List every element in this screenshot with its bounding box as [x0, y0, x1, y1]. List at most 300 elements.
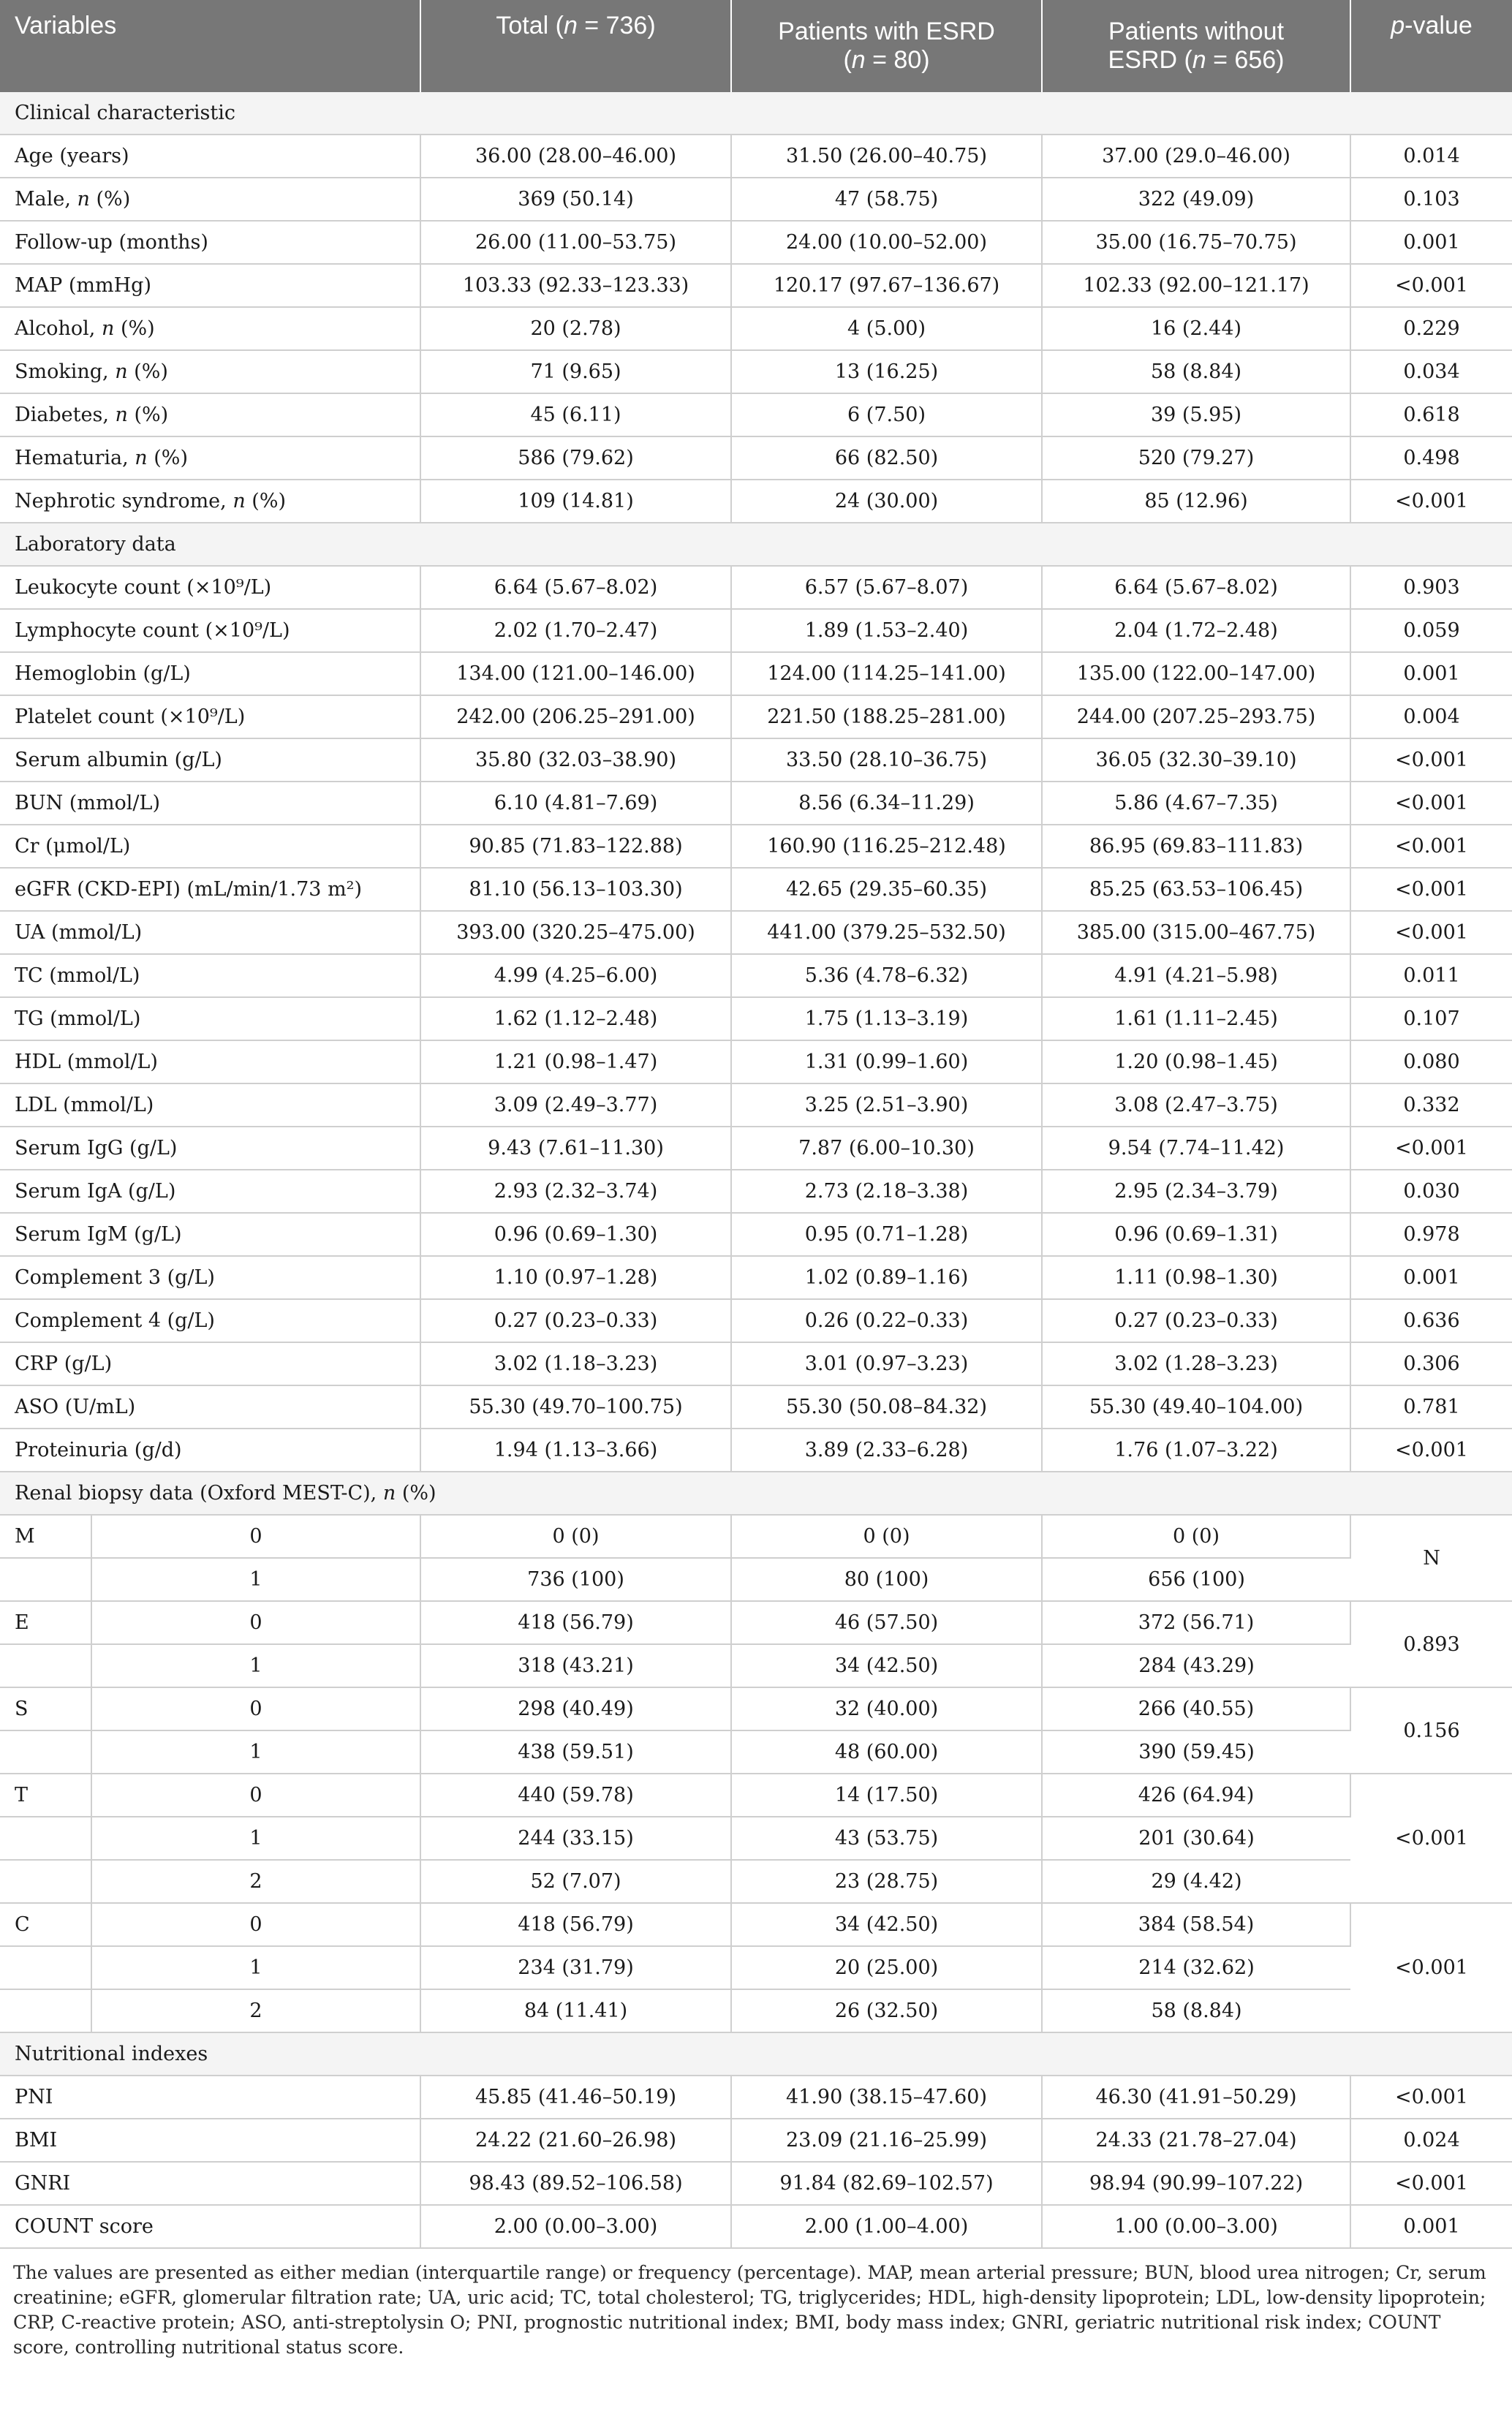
- esrd-cell: 0.26 (0.22–0.33): [731, 1299, 1042, 1342]
- esrd-cell: 55.30 (50.08–84.32): [731, 1385, 1042, 1429]
- esrd-cell: 20 (25.00): [731, 1946, 1042, 1989]
- non-esrd-cell: 0.27 (0.23–0.33): [1042, 1299, 1350, 1342]
- total-cell: 20 (2.78): [420, 307, 731, 350]
- non-esrd-cell: 385.00 (315.00–467.75): [1042, 911, 1350, 954]
- esrd-cell: 23 (28.75): [731, 1860, 1042, 1903]
- table-footnote: The values are presented as either median (interquartile range) or frequency (percentage). MAP, mean arterial pressure; BUN, blood urea nitrogen; Cr, serum creatinine; eGFR, glomerular filtration rate; UA, uric acid; TC, total cholesterol; TG, triglycerides; HDL, high-density lipoprotein; LDL, low-density lipoprotein; CRP, C-reactive protein; ASO, anti-streptolysin O; PNI, prognostic nutritional index; BMI, body mass index; GNRI, geriatric nutritional risk index; COUNT score, controlling nutritional status score.: [13, 2262, 1486, 2358]
- header-variables-text: Variables: [15, 12, 117, 39]
- esrd-cell: 3.25 (2.51–3.90): [731, 1083, 1042, 1127]
- mest-row: [0, 1687, 1512, 1730]
- total-cell: 438 (59.51): [420, 1730, 731, 1774]
- row-label: [0, 436, 420, 480]
- header-total-n: n: [563, 12, 578, 39]
- non-esrd-cell: 284 (43.29): [1042, 1644, 1350, 1687]
- total-cell: 35.80 (32.03–38.90): [420, 738, 731, 782]
- total-cell: 36.00 (28.00–46.00): [420, 135, 731, 178]
- non-esrd-cell: 656 (100): [1042, 1558, 1350, 1601]
- esrd-cell: 2.00 (1.00–4.00): [731, 2205, 1042, 2248]
- total-cell: 90.85 (71.83–122.88): [420, 825, 731, 868]
- table-row: [0, 1429, 1512, 1472]
- row-label: [0, 2205, 420, 2248]
- table-row: [0, 911, 1512, 954]
- row-label: [0, 825, 420, 868]
- section-nutritional: [0, 2032, 1512, 2076]
- header-total-prefix: Total (: [496, 12, 564, 39]
- total-cell: 55.30 (49.70–100.75): [420, 1385, 731, 1429]
- row-label-text: CRP (g/L): [15, 1353, 113, 1375]
- row-label-text: UA (mmol/L): [15, 921, 143, 944]
- esrd-cell: 24.00 (10.00–52.00): [731, 221, 1042, 264]
- p-value-cell: 0.024: [1350, 2119, 1512, 2162]
- mest-row: [0, 1946, 1512, 1989]
- table-row: [0, 868, 1512, 911]
- total-cell: 318 (43.21): [420, 1644, 731, 1687]
- p-value-cell: <0.001: [1350, 1774, 1512, 1903]
- row-label-suffix: (%): [114, 317, 155, 340]
- p-value-cell: <0.001: [1350, 1127, 1512, 1170]
- header-esrd-suffix: = 80): [865, 46, 930, 74]
- row-label-text: Age (years): [15, 145, 129, 167]
- row-label: [0, 1127, 420, 1170]
- row-label-suffix: (%): [245, 490, 287, 512]
- header-variables: [0, 0, 420, 92]
- non-esrd-cell: 201 (30.64): [1042, 1817, 1350, 1860]
- p-value-cell: N: [1350, 1515, 1512, 1601]
- row-label-text: Smoking,: [15, 360, 116, 383]
- mest-level: 0: [91, 1687, 420, 1730]
- esrd-cell: 4 (5.00): [731, 307, 1042, 350]
- mest-level: 1: [91, 1817, 420, 1860]
- table-row: [0, 264, 1512, 307]
- table-row: [0, 178, 1512, 221]
- p-value-cell: 0.332: [1350, 1083, 1512, 1127]
- header-esrd: [731, 0, 1042, 92]
- mest-group-name: [0, 1860, 91, 1903]
- mest-row: [0, 1644, 1512, 1687]
- non-esrd-cell: 9.54 (7.74–11.42): [1042, 1127, 1350, 1170]
- non-esrd-cell: 55.30 (49.40–104.00): [1042, 1385, 1350, 1429]
- table-header: [0, 0, 1512, 92]
- row-label-n: n: [115, 360, 128, 383]
- esrd-cell: 43 (53.75): [731, 1817, 1042, 1860]
- total-cell: 586 (79.62): [420, 436, 731, 480]
- esrd-cell: 1.02 (0.89–1.16): [731, 1256, 1042, 1299]
- p-value-cell: 0.229: [1350, 307, 1512, 350]
- header-esrd-n: n: [851, 46, 866, 74]
- table-row: [0, 2076, 1512, 2119]
- row-label-text: ASO (U/mL): [15, 1396, 136, 1418]
- esrd-cell: 66 (82.50): [731, 436, 1042, 480]
- mest-row: [0, 1989, 1512, 2032]
- p-value-cell: 0.781: [1350, 1385, 1512, 1429]
- mest-level: 2: [91, 1989, 420, 2032]
- esrd-cell: 34 (42.50): [731, 1903, 1042, 1946]
- esrd-cell: 1.31 (0.99–1.60): [731, 1040, 1042, 1083]
- table-row: [0, 135, 1512, 178]
- non-esrd-cell: 102.33 (92.00–121.17): [1042, 264, 1350, 307]
- non-esrd-cell: 3.08 (2.47–3.75): [1042, 1083, 1350, 1127]
- total-cell: 2.93 (2.32–3.74): [420, 1170, 731, 1213]
- non-esrd-cell: 5.86 (4.67–7.35): [1042, 782, 1350, 825]
- non-esrd-cell: 36.05 (32.30–39.10): [1042, 738, 1350, 782]
- mest-group-name: M: [0, 1515, 91, 1558]
- esrd-cell: 1.89 (1.53–2.40): [731, 609, 1042, 652]
- section-renal-biopsy: [0, 1472, 1512, 1515]
- mest-level: 2: [91, 1860, 420, 1903]
- table-row: [0, 782, 1512, 825]
- section-row: [0, 92, 1512, 135]
- p-value-cell: <0.001: [1350, 480, 1512, 523]
- row-label-text: Lymphocyte count (×10⁹/L): [15, 619, 290, 642]
- row-label: [0, 1256, 420, 1299]
- row-label: [0, 2162, 420, 2205]
- section-laboratory: [0, 523, 1512, 566]
- section-clinical: [0, 92, 1512, 135]
- mest-row: [0, 1558, 1512, 1601]
- row-label-text: PNI: [15, 2086, 53, 2108]
- non-esrd-cell: 426 (64.94): [1042, 1774, 1350, 1817]
- mest-row: [0, 1903, 1512, 1946]
- non-esrd-cell: 1.11 (0.98–1.30): [1042, 1256, 1350, 1299]
- non-esrd-cell: 58 (8.84): [1042, 1989, 1350, 2032]
- row-label: [0, 782, 420, 825]
- p-value-cell: 0.001: [1350, 2205, 1512, 2248]
- section-row: [0, 2032, 1512, 2076]
- non-esrd-cell: 0 (0): [1042, 1515, 1350, 1558]
- table-row: [0, 1299, 1512, 1342]
- mest-group-name: [0, 1730, 91, 1774]
- non-esrd-cell: 1.00 (0.00–3.00): [1042, 2205, 1350, 2248]
- mest-level: 0: [91, 1774, 420, 1817]
- table-row: [0, 480, 1512, 523]
- esrd-cell: 5.36 (4.78–6.32): [731, 954, 1042, 997]
- table-row: [0, 954, 1512, 997]
- mest-group-name: [0, 1989, 91, 2032]
- mest-row: [0, 1860, 1512, 1903]
- non-esrd-cell: 2.04 (1.72–2.48): [1042, 609, 1350, 652]
- table-row: [0, 1213, 1512, 1256]
- row-label: [0, 1429, 420, 1472]
- table-row: [0, 695, 1512, 738]
- p-value-cell: <0.001: [1350, 1429, 1512, 1472]
- esrd-cell: 6 (7.50): [731, 393, 1042, 436]
- mest-level: 0: [91, 1903, 420, 1946]
- total-cell: 9.43 (7.61–11.30): [420, 1127, 731, 1170]
- header-non-esrd: [1042, 0, 1350, 92]
- total-cell: 369 (50.14): [420, 178, 731, 221]
- mest-group-name: [0, 1558, 91, 1601]
- esrd-cell: 0 (0): [731, 1515, 1042, 1558]
- section-row: [0, 1472, 1512, 1515]
- esrd-cell: 91.84 (82.69–102.57): [731, 2162, 1042, 2205]
- table-row: [0, 1385, 1512, 1429]
- header-p-suffix: -value: [1405, 12, 1473, 39]
- mest-row: [0, 1774, 1512, 1817]
- total-cell: 6.64 (5.67–8.02): [420, 566, 731, 609]
- mest-group-name: C: [0, 1903, 91, 1946]
- header-esrd-prefix: (: [843, 46, 852, 74]
- mest-level: 1: [91, 1730, 420, 1774]
- row-label: [0, 868, 420, 911]
- total-cell: 52 (7.07): [420, 1860, 731, 1903]
- row-label-text: Follow-up (months): [15, 231, 208, 254]
- row-label: [0, 1083, 420, 1127]
- p-value-cell: <0.001: [1350, 911, 1512, 954]
- table-row: [0, 436, 1512, 480]
- total-cell: 242.00 (206.25–291.00): [420, 695, 731, 738]
- header-non-n: n: [1192, 46, 1206, 74]
- table-row: [0, 1342, 1512, 1385]
- row-label-text: Leukocyte count (×10⁹/L): [15, 576, 272, 599]
- row-label: [0, 2119, 420, 2162]
- mest-level: 0: [91, 1515, 420, 1558]
- table-row: [0, 1083, 1512, 1127]
- total-cell: 1.10 (0.97–1.28): [420, 1256, 731, 1299]
- row-label: [0, 307, 420, 350]
- p-value-cell: <0.001: [1350, 1903, 1512, 2032]
- row-label-text: COUNT score: [15, 2215, 154, 2238]
- non-esrd-cell: 37.00 (29.0–46.00): [1042, 135, 1350, 178]
- row-label-text: MAP (mmHg): [15, 274, 151, 297]
- row-label: [0, 1299, 420, 1342]
- row-label-text: Cr (μmol/L): [15, 835, 131, 858]
- non-esrd-cell: 520 (79.27): [1042, 436, 1350, 480]
- esrd-cell: 13 (16.25): [731, 350, 1042, 393]
- header-non-prefix: ESRD (: [1108, 46, 1192, 74]
- row-label-text: TC (mmol/L): [15, 964, 140, 987]
- row-label: [0, 695, 420, 738]
- esrd-cell: 31.50 (26.00–40.75): [731, 135, 1042, 178]
- p-value-cell: 0.001: [1350, 221, 1512, 264]
- p-value-cell: <0.001: [1350, 825, 1512, 868]
- non-esrd-cell: 85 (12.96): [1042, 480, 1350, 523]
- mest-level: 1: [91, 1558, 420, 1601]
- total-cell: 24.22 (21.60–26.98): [420, 2119, 731, 2162]
- p-value-cell: <0.001: [1350, 264, 1512, 307]
- mest-level: 0: [91, 1601, 420, 1644]
- row-label-text: HDL (mmol/L): [15, 1051, 158, 1073]
- table-row: [0, 609, 1512, 652]
- section-renal-biopsy-part: n: [382, 1482, 396, 1505]
- esrd-cell: 23.09 (21.16–25.99): [731, 2119, 1042, 2162]
- table-row: [0, 997, 1512, 1040]
- p-value-cell: 0.636: [1350, 1299, 1512, 1342]
- section-clinical-part: Clinical characteristic: [15, 102, 235, 124]
- total-cell: 3.09 (2.49–3.77): [420, 1083, 731, 1127]
- row-label: [0, 652, 420, 695]
- total-cell: 440 (59.78): [420, 1774, 731, 1817]
- total-cell: 81.10 (56.13–103.30): [420, 868, 731, 911]
- row-label: [0, 2076, 420, 2119]
- mest-row: [0, 1817, 1512, 1860]
- esrd-cell: 34 (42.50): [731, 1644, 1042, 1687]
- table-row: [0, 1040, 1512, 1083]
- p-value-cell: <0.001: [1350, 2076, 1512, 2119]
- row-label-text: Serum albumin (g/L): [15, 749, 222, 771]
- p-value-cell: 0.618: [1350, 393, 1512, 436]
- row-label-text: Male,: [15, 188, 78, 211]
- total-cell: 418 (56.79): [420, 1903, 731, 1946]
- header-row: [0, 0, 1512, 92]
- table-row: [0, 1127, 1512, 1170]
- p-value-cell: 0.107: [1350, 997, 1512, 1040]
- esrd-cell: 221.50 (188.25–281.00): [731, 695, 1042, 738]
- total-cell: 71 (9.65): [420, 350, 731, 393]
- p-value-cell: 0.498: [1350, 436, 1512, 480]
- esrd-cell: 0.95 (0.71–1.28): [731, 1213, 1042, 1256]
- p-value-cell: 0.001: [1350, 652, 1512, 695]
- table-row: [0, 2162, 1512, 2205]
- non-esrd-cell: 85.25 (63.53–106.45): [1042, 868, 1350, 911]
- row-label-text: Complement 4 (g/L): [15, 1309, 215, 1332]
- row-label: [0, 480, 420, 523]
- row-label: [0, 911, 420, 954]
- total-cell: 0 (0): [420, 1515, 731, 1558]
- row-label-text: Diabetes,: [15, 404, 116, 426]
- header-p-italic: p: [1391, 12, 1405, 39]
- row-label: [0, 135, 420, 178]
- p-value-cell: <0.001: [1350, 2162, 1512, 2205]
- esrd-cell: 32 (40.00): [731, 1687, 1042, 1730]
- esrd-cell: 14 (17.50): [731, 1774, 1042, 1817]
- total-cell: 98.43 (89.52–106.58): [420, 2162, 731, 2205]
- table-row: [0, 307, 1512, 350]
- row-label: [0, 264, 420, 307]
- p-value-cell: 0.004: [1350, 695, 1512, 738]
- total-cell: 298 (40.49): [420, 1687, 731, 1730]
- p-value-cell: <0.001: [1350, 782, 1512, 825]
- section-row: [0, 523, 1512, 566]
- p-value-cell: 0.978: [1350, 1213, 1512, 1256]
- p-value-cell: 0.001: [1350, 1256, 1512, 1299]
- row-label-text: GNRI: [15, 2172, 71, 2195]
- row-label-suffix: (%): [127, 404, 169, 426]
- esrd-cell: 3.89 (2.33–6.28): [731, 1429, 1042, 1472]
- non-esrd-cell: 58 (8.84): [1042, 350, 1350, 393]
- esrd-cell: 24 (30.00): [731, 480, 1042, 523]
- non-esrd-cell: 6.64 (5.67–8.02): [1042, 566, 1350, 609]
- mest-group-name: T: [0, 1774, 91, 1817]
- p-value-cell: 0.893: [1350, 1601, 1512, 1687]
- row-label: [0, 350, 420, 393]
- total-cell: 26.00 (11.00–53.75): [420, 221, 731, 264]
- p-value-cell: <0.001: [1350, 868, 1512, 911]
- total-cell: 1.62 (1.12–2.48): [420, 997, 731, 1040]
- row-label-text: Serum IgA (g/L): [15, 1180, 176, 1203]
- non-esrd-cell: 35.00 (16.75–70.75): [1042, 221, 1350, 264]
- non-esrd-cell: 98.94 (90.99–107.22): [1042, 2162, 1350, 2205]
- header-esrd-line1: Patients with ESRD: [778, 18, 995, 45]
- esrd-cell: 160.90 (116.25–212.48): [731, 825, 1042, 868]
- row-label-text: Serum IgM (g/L): [15, 1223, 182, 1246]
- non-esrd-cell: 266 (40.55): [1042, 1687, 1350, 1730]
- row-label-text: Alcohol,: [15, 317, 102, 340]
- row-label: [0, 393, 420, 436]
- esrd-cell: 42.65 (29.35–60.35): [731, 868, 1042, 911]
- non-esrd-cell: 0.96 (0.69–1.31): [1042, 1213, 1350, 1256]
- esrd-cell: 80 (100): [731, 1558, 1042, 1601]
- non-esrd-cell: 322 (49.09): [1042, 178, 1350, 221]
- mest-level: 1: [91, 1644, 420, 1687]
- row-label: [0, 738, 420, 782]
- p-value-cell: 0.080: [1350, 1040, 1512, 1083]
- header-p-value: [1350, 0, 1512, 92]
- total-cell: 736 (100): [420, 1558, 731, 1601]
- row-label-n: n: [233, 490, 246, 512]
- esrd-cell: 124.00 (114.25–141.00): [731, 652, 1042, 695]
- table-row: [0, 2119, 1512, 2162]
- row-label: [0, 997, 420, 1040]
- esrd-cell: 26 (32.50): [731, 1989, 1042, 2032]
- row-label-text: LDL (mmol/L): [15, 1094, 154, 1116]
- total-cell: 0.27 (0.23–0.33): [420, 1299, 731, 1342]
- esrd-cell: 1.75 (1.13–3.19): [731, 997, 1042, 1040]
- non-esrd-cell: 390 (59.45): [1042, 1730, 1350, 1774]
- row-label-text: Complement 3 (g/L): [15, 1266, 215, 1289]
- total-cell: 45.85 (41.46–50.19): [420, 2076, 731, 2119]
- row-label-text: BMI: [15, 2129, 58, 2152]
- esrd-cell: 6.57 (5.67–8.07): [731, 566, 1042, 609]
- total-cell: 0.96 (0.69–1.30): [420, 1213, 731, 1256]
- non-esrd-cell: 244.00 (207.25–293.75): [1042, 695, 1350, 738]
- non-esrd-cell: 4.91 (4.21–5.98): [1042, 954, 1350, 997]
- table-row: [0, 1256, 1512, 1299]
- esrd-cell: 8.56 (6.34–11.29): [731, 782, 1042, 825]
- non-esrd-cell: 135.00 (122.00–147.00): [1042, 652, 1350, 695]
- table-row: [0, 1170, 1512, 1213]
- total-cell: 84 (11.41): [420, 1989, 731, 2032]
- table-row: [0, 393, 1512, 436]
- non-esrd-cell: 214 (32.62): [1042, 1946, 1350, 1989]
- row-label: [0, 178, 420, 221]
- table-row: [0, 221, 1512, 264]
- row-label-text: Hematuria,: [15, 447, 135, 469]
- total-cell: 1.21 (0.98–1.47): [420, 1040, 731, 1083]
- esrd-cell: 2.73 (2.18–3.38): [731, 1170, 1042, 1213]
- row-label: [0, 1040, 420, 1083]
- p-value-cell: 0.103: [1350, 178, 1512, 221]
- mest-group-name: [0, 1644, 91, 1687]
- row-label-n: n: [77, 188, 90, 211]
- table-row: [0, 738, 1512, 782]
- row-label: [0, 566, 420, 609]
- mest-group-name: [0, 1946, 91, 1989]
- row-label-text: Hemoglobin (g/L): [15, 662, 191, 685]
- esrd-cell: 33.50 (28.10–36.75): [731, 738, 1042, 782]
- non-esrd-cell: 86.95 (69.83–111.83): [1042, 825, 1350, 868]
- row-label-text: TG (mmol/L): [15, 1007, 141, 1030]
- total-cell: 1.94 (1.13–3.66): [420, 1429, 731, 1472]
- non-esrd-cell: 384 (58.54): [1042, 1903, 1350, 1946]
- row-label-text: Platelet count (×10⁹/L): [15, 705, 246, 728]
- non-esrd-cell: 2.95 (2.34–3.79): [1042, 1170, 1350, 1213]
- row-label-suffix: (%): [147, 447, 188, 469]
- row-label: [0, 1170, 420, 1213]
- row-label: [0, 1342, 420, 1385]
- row-label-text: Nephrotic syndrome,: [15, 490, 233, 512]
- non-esrd-cell: 3.02 (1.28–3.23): [1042, 1342, 1350, 1385]
- non-esrd-cell: 39 (5.95): [1042, 393, 1350, 436]
- total-cell: 45 (6.11): [420, 393, 731, 436]
- p-value-cell: <0.001: [1350, 738, 1512, 782]
- mest-row: [0, 1601, 1512, 1644]
- p-value-cell: 0.011: [1350, 954, 1512, 997]
- row-label-text: BUN (mmol/L): [15, 792, 160, 814]
- esrd-cell: 41.90 (38.15–47.60): [731, 2076, 1042, 2119]
- table-row: [0, 2205, 1512, 2248]
- esrd-cell: 48 (60.00): [731, 1730, 1042, 1774]
- non-esrd-cell: 1.76 (1.07–3.22): [1042, 1429, 1350, 1472]
